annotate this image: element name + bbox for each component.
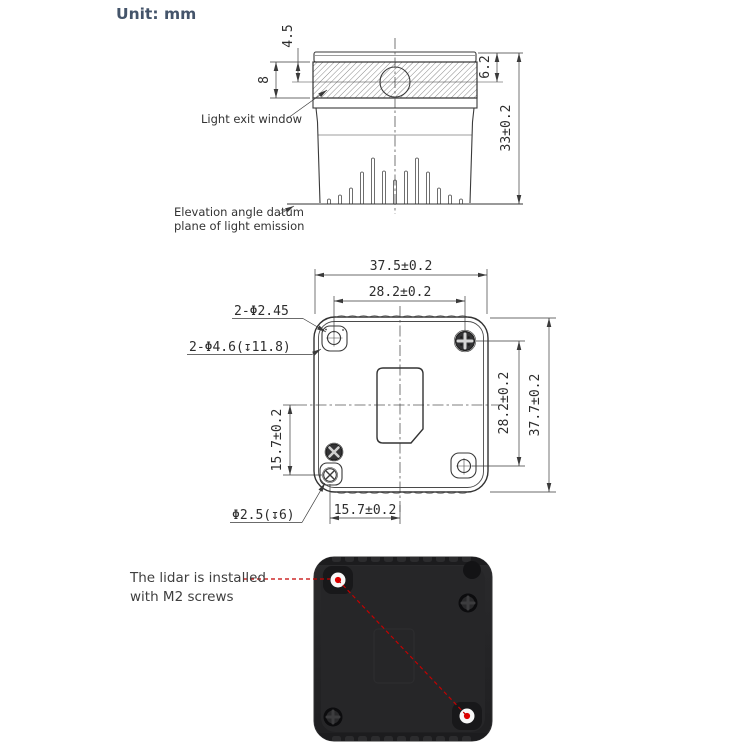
side-view — [174, 24, 523, 233]
label-light-exit-window: Light exit window — [201, 112, 303, 126]
dim-total-height: 33±0.2 — [499, 104, 514, 152]
dim-overall-width: 37.5±0.2 — [369, 259, 433, 274]
dim-offset-left: 15.7±0.2 — [270, 408, 285, 472]
label-datum-line2: plane of light emission — [174, 219, 305, 233]
dim-offset-bottom: 15.7±0.2 — [333, 503, 397, 518]
photo-caption-line1: The lidar is installed — [130, 570, 266, 586]
photo-screw-bottom-left — [324, 708, 343, 727]
dim-hole-spacing-v: 28.2±0.2 — [497, 371, 512, 435]
label-holes-small: 2-Φ2.45 — [234, 304, 289, 319]
photo-screw-right — [459, 594, 478, 613]
dim-top-to-axis: 6.2 — [478, 55, 493, 79]
dim-overall-height: 37.7±0.2 — [528, 373, 543, 437]
dim-hole-spacing-h: 28.2±0.2 — [368, 285, 432, 300]
photo-screw-top-right — [463, 561, 481, 579]
unit-label: Unit: mm — [116, 5, 197, 23]
leader-hole-depth — [302, 483, 325, 523]
photo-caption-line2: with M2 screws — [130, 589, 234, 605]
label-datum-line1: Elevation angle datum — [174, 205, 304, 219]
label-holes-counterbore: 2-Φ4.6(↧11.8) — [189, 340, 291, 355]
bottom-view — [187, 259, 556, 524]
dim-window-height: 8 — [257, 76, 272, 84]
dim-window-offset: 4.5 — [281, 24, 296, 48]
label-hole-depth: Φ2.5(↧6) — [232, 508, 295, 523]
photo-view — [129, 553, 492, 745]
leader-light-exit-window — [288, 90, 327, 118]
